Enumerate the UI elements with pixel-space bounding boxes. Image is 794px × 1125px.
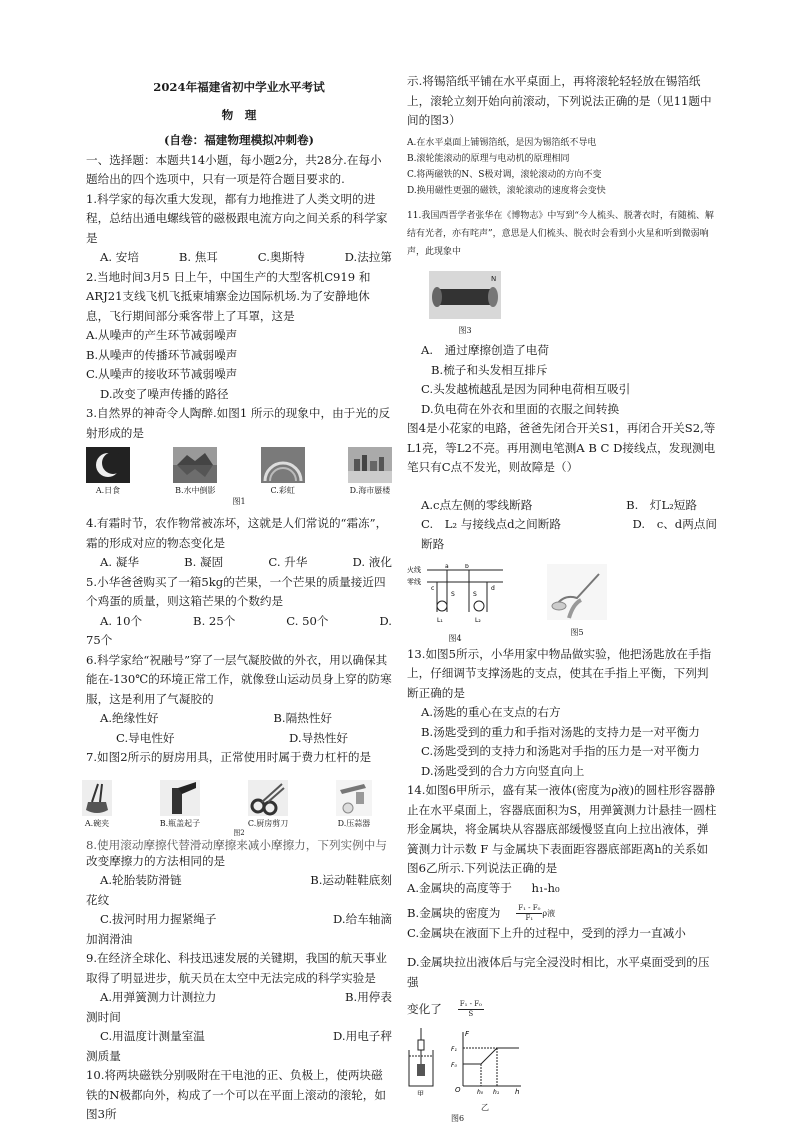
fig1-rainbow [261, 447, 305, 496]
q11-option: A. 通过摩擦创造了电荷 [421, 343, 549, 357]
bowl-clip-photo [82, 780, 112, 816]
q9-stem: 9.在经济全球化、科技迅速发展的关键期，我国的航天事业取得了明显进步，航天员在太空中无法完成的科学实验是 [86, 951, 387, 985]
q5-option: A. 10个 [100, 613, 143, 628]
node-b-label: b [465, 564, 469, 570]
mirage-photo [348, 447, 392, 483]
figure-4-caption: 图4 [448, 633, 462, 643]
q8-options-cd [86, 910, 392, 930]
fraction-numerator: F₁ - F₀ [518, 904, 541, 913]
q12-options-ab [407, 496, 717, 516]
q9-option-d-tail: 测质量 [86, 1048, 121, 1063]
q8-option: D.给车轴滴 [333, 912, 392, 926]
q12-stem: 图4是小花家的电路，爸爸先闭合开关S1，再闭合开关S2,等L1亮，等L2不亮。再用测电笔测A B C D接线点，发现测电笔只有C点不发光，则故障是（） [407, 421, 716, 474]
q6-stem: 6.科学家给“祝融号”穿了一层气凝胶做的外衣，用以确保其能在-130℃的环境正常工作，就像登山运动员身上穿的防寒服，这是利用了气凝胶的 [86, 652, 392, 706]
spoon-balance-photo [547, 564, 607, 620]
q12-option: C. L₂ 与接线点d之间断路 [421, 517, 561, 531]
q8-options-ab [86, 871, 392, 891]
figure-5-caption: 图5 [570, 627, 584, 637]
q4-option: B. 凝固 [184, 555, 224, 569]
q5-option: C. 50个 [286, 613, 329, 628]
q12-option: A.c点左侧的零线断路 [421, 497, 533, 512]
q2-option: C.从噪声的接收环节减弱噪声 [86, 367, 238, 381]
q6-options [86, 709, 392, 729]
q11-option: C.头发越梳越乱是因为同种电荷相互吸引 [421, 382, 631, 396]
spring-scale-icon [418, 1040, 424, 1050]
q14-stem: 14.如图6甲所示，盛有某一液体(密度为ρ液)的圆柱形容器静止在水平桌面上，容器底面积为S，用弹簧测力计悬挂一圆柱形金属块，将金属块从容器底部缓慢竖直向上拉出液体，弹簧测力计示数 F 与金属块下表面距容器底部距离h的关系如图6乙所示.下列说法正确的是 [407, 783, 717, 875]
figure-4 [407, 564, 503, 645]
q14-option-b-text: B.金属块的密度为 [407, 906, 501, 920]
q14-option-d-text: 变化了 [407, 1002, 442, 1016]
rainbow-photo [261, 447, 305, 483]
q9-option: C.用温度计测量室温 [100, 1029, 205, 1043]
q12-option: D. c、d两点间 [632, 517, 717, 531]
q6-option: C.导电性好 [116, 730, 175, 745]
fig1-label: D.海市蜃楼 [349, 486, 391, 495]
q11-stem: 11.我国西晋学者张华在《博物志》中写到“今人梳头、脱著衣时，有随梳、解结有光者，亦有咤声”，意思是人们梳头、脱衣时会看到小火星和听到微弱响声，此现象中 [407, 210, 714, 257]
q9-option: A.用弹簧测力计测拉力 [100, 990, 217, 1004]
q1-option: A. 安培 [100, 250, 139, 264]
q14-option-d: D.金属块拉出液体后与完全浸没时相比，水平桌面受到的压强 [407, 955, 710, 989]
q14-option-c: C.金属块在液面下上升的过程中，受到的浮力一直减小 [407, 925, 686, 940]
figure-1-caption: 图1 [232, 497, 246, 506]
figure-5 [547, 564, 607, 645]
q8-option-b-tail: 花纹 [86, 892, 110, 907]
figure-2 [82, 780, 372, 829]
fig6-jia-label: 甲 [417, 1089, 424, 1096]
exam-subject: 物 理 [221, 107, 257, 122]
fig2-scissors [248, 780, 288, 829]
q14-option-a-text: A.金属块的高度等于 [407, 880, 512, 895]
f-h-curve [463, 1048, 519, 1064]
q10-option: A.在水平桌面上铺锡箔纸，是因为锡箔纸不导电 [407, 137, 597, 148]
q1-option: D.法拉第 [344, 250, 392, 264]
figure-6-caption: 图6 [451, 1114, 465, 1123]
eclipse-photo [86, 447, 130, 483]
q11-option: D.负电荷在外衣和里面的衣服之间转换 [421, 401, 620, 416]
q2-option: A.从噪声的产生环节减弱噪声 [86, 328, 238, 342]
q6-option: D.导热性好 [289, 730, 348, 745]
left-column [86, 72, 392, 1125]
q6-options [86, 729, 392, 749]
q8-option: C.拔河时用力握紧绳子 [100, 912, 217, 926]
fig1-label: C.彩虹 [270, 486, 295, 495]
q12-options-cd [407, 515, 717, 535]
reflection-photo [173, 447, 217, 483]
live-wire-label: 火线 [407, 566, 421, 574]
q5-option-tail: 75个 [86, 633, 113, 647]
q3-stem: 3.自然界的神奇令人陶醉.如图1 所示的现象中，由于光的反射形成的是 [86, 406, 391, 440]
q14-option-b-fraction [516, 904, 542, 923]
q12-option: B. 灯L₂短路 [626, 497, 697, 512]
bottle-opener-photo [160, 780, 200, 816]
garlic-press-photo [336, 780, 372, 816]
q13-option: C.汤匙受到的支持力和汤匙对手指的压力是一对平衡力 [421, 744, 700, 758]
q5-option: B. 25个 [193, 613, 236, 628]
neutral-wire-label: 零线 [407, 578, 421, 586]
lamp-l1-icon [437, 601, 447, 611]
exam-subtitle: (自卷：福建物理模拟冲刺卷) [163, 133, 315, 147]
fraction-denominator: S [468, 1010, 474, 1019]
fig2-bowl-clip [82, 780, 112, 829]
lamp-l2-label: L₂ [475, 617, 481, 624]
q10-option: B.滚轮能滚动的原理与电动机的原理相同 [407, 153, 570, 164]
q10-option: C.将两磁铁的N、S极对调，滚轮滚动的方向不变 [407, 169, 602, 180]
q8-option-d-tail: 加润滑油 [86, 931, 133, 946]
q1-stem: 1.科学家的每次重大发现，都有力地推进了人类文明的进程，总结出通电螺线管的磁极跟电流方向之间关系的科学家是 [86, 191, 388, 245]
fig2-label: C.厨房剪刀 [247, 818, 289, 828]
q6-option: B.隔热性好 [273, 711, 332, 725]
rho-liquid: ρ液 [542, 909, 556, 918]
figure-6 [407, 1026, 717, 1125]
fraction-denominator: F₁ [525, 914, 534, 923]
node-a-label: a [445, 564, 449, 570]
node-c-label: c [431, 585, 435, 592]
h1-label: h₁ [493, 1088, 500, 1096]
circuit-diagram [407, 564, 503, 626]
q2-stem: 2.当地时间3月5 日上午，中国生产的大型客机C919 和ARJ21支线飞机飞抵柬埔寨金边国际机场.为了安静地休息，飞行期间部分乘客带上了耳罩，这是 [86, 269, 371, 323]
q7-stem: 7.如图2所示的厨房用具，正常使用时属于费力杠杆的是 [86, 750, 372, 764]
figure-3-caption: 图3 [458, 326, 472, 335]
q9-option-b-tail: 测时间 [86, 1009, 121, 1024]
q5-option: D. [379, 613, 392, 628]
q4-stem: 4.有霜时节，农作物常被冻坏，这就是人们常说的“霜冻”，霜的形成对应的物态变化是 [86, 516, 388, 550]
fraction-numerator: F₁ - F₀ [459, 1000, 482, 1009]
fig1-label: A.日食 [95, 486, 121, 495]
fig6-yi-label: 乙 [481, 1103, 489, 1112]
q13-option: D.汤匙受到的合力方向竖直向上 [421, 763, 585, 778]
q1-options [86, 248, 392, 268]
q4-option: C. 升华 [268, 555, 308, 569]
q10-stem: 10.将两块磁铁分别吸附在干电池的正、负极上，使两块磁铁的N极都向外，构成了一个可以在平面上滚动的滚轮，如图3所 [86, 1068, 386, 1121]
q10-option: D.换用磁性更强的磁铁，滚轮滚动的速度将会变快 [407, 185, 606, 196]
origin-label: O [455, 1085, 461, 1094]
figure-2-caption: 图2 [233, 828, 245, 837]
q4-options [86, 553, 392, 573]
h0-label: h₀ [477, 1088, 484, 1096]
section-intro: 一、选择题：本题共14小题，每小题2分，共28分.在每小题给出的四个选项中，只有一项是符合题目要求的. [86, 152, 382, 186]
q8-stem-clipped: 8.使用滚动摩擦代替滑动摩擦来减小摩擦力，下列实例中与 [86, 837, 387, 852]
figures-4-5 [407, 564, 607, 645]
right-column [407, 72, 717, 1124]
fig2-bottle-opener [160, 780, 200, 829]
q14-option-a [407, 879, 717, 899]
magnet-roller-photo [429, 271, 501, 319]
q9-options-ab [86, 988, 392, 1008]
q1-option: C.奥斯特 [257, 250, 305, 264]
f0-label: F₀ [451, 1061, 457, 1069]
figure-3 [429, 271, 717, 338]
q14-option-d-fraction [458, 1000, 484, 1019]
q10-continued: 示.将锡箔纸平铺在水平桌面上，再将滚轮轻轻放在锡箔纸上，滚轮立刻开始向前滚动，下列说法正确的是（见11题中间的图3） [407, 74, 712, 127]
fig2-garlic-press [336, 780, 372, 829]
lamp-l1-label: L₁ [437, 617, 443, 624]
node-d-label: d [491, 585, 495, 592]
switch-s2-label: S [473, 591, 477, 598]
fig1-reflection [173, 447, 217, 496]
exam-title: 2024年福建省初中学业水平考试 [153, 80, 325, 94]
svg-text:N: N [491, 274, 497, 283]
buoyancy-diagram [407, 1026, 527, 1096]
q13-option: A.汤匙的重心在支点的右方 [421, 705, 561, 719]
q8-stem-tail: 改变摩擦力的方法相同的是 [86, 853, 226, 868]
q13-stem: 13.如图5所示，小华用家中物品做实验，他把汤匙放在手指上，仔细调节支撑汤匙的支点，使其在手指上平衡，下列判断正确的是 [407, 646, 712, 700]
q8-option: A.轮胎装防滑链 [100, 873, 182, 887]
q2-option: D.改变了噪声传播的路径 [100, 386, 229, 401]
q5-options [86, 612, 392, 632]
fig6-labels [407, 1102, 717, 1114]
scissors-photo [248, 780, 288, 816]
q8-option: B.运动鞋鞋底刻 [310, 873, 392, 887]
q9-options-cd [86, 1027, 392, 1047]
fig2-label: B.瓶盖起子 [159, 818, 201, 828]
q4-option: D. 液化 [352, 555, 392, 569]
q9-option: D.用电子秤 [333, 1029, 392, 1043]
q9-option: B.用停表 [345, 990, 392, 1004]
lamp-l2-icon [474, 601, 484, 611]
q14-option-a-expr: h₁-h₀ [531, 880, 560, 895]
q14-option-b [407, 904, 717, 924]
fig1-eclipse [86, 447, 130, 496]
f1-label: F₁ [451, 1045, 457, 1053]
axis-h-label: h [515, 1087, 520, 1096]
fig2-label: A.碗夹 [84, 818, 110, 828]
q11-option: B.梳子和头发相互排斥 [431, 362, 548, 377]
metal-block-icon [417, 1064, 425, 1076]
axis-f-label: F [465, 1029, 470, 1038]
q14-option-d-tail [407, 1000, 717, 1020]
fig2-label: D.压蒜器 [337, 818, 371, 828]
q5-stem: 5.小华爸爸购买了一箱5kg的芒果，一个芒果的质量接近四个鸡蛋的质量，则这箱芒果的个数约是 [86, 574, 386, 608]
q12-option-d-tail: 断路 [421, 536, 445, 551]
q4-option: A. 凝华 [100, 555, 139, 569]
fig1-mirage [348, 447, 392, 496]
figure-1 [86, 447, 392, 496]
q1-option: B. 焦耳 [178, 250, 218, 264]
fig1-label: B.水中倒影 [175, 486, 216, 495]
q13-option: B.汤匙受到的重力和手指对汤匙的支持力是一对平衡力 [421, 724, 700, 739]
q6-option: A.绝缘性好 [100, 711, 159, 725]
switch-s1-label: S [451, 591, 455, 598]
q2-option: B.从噪声的传播环节减弱噪声 [86, 347, 238, 362]
